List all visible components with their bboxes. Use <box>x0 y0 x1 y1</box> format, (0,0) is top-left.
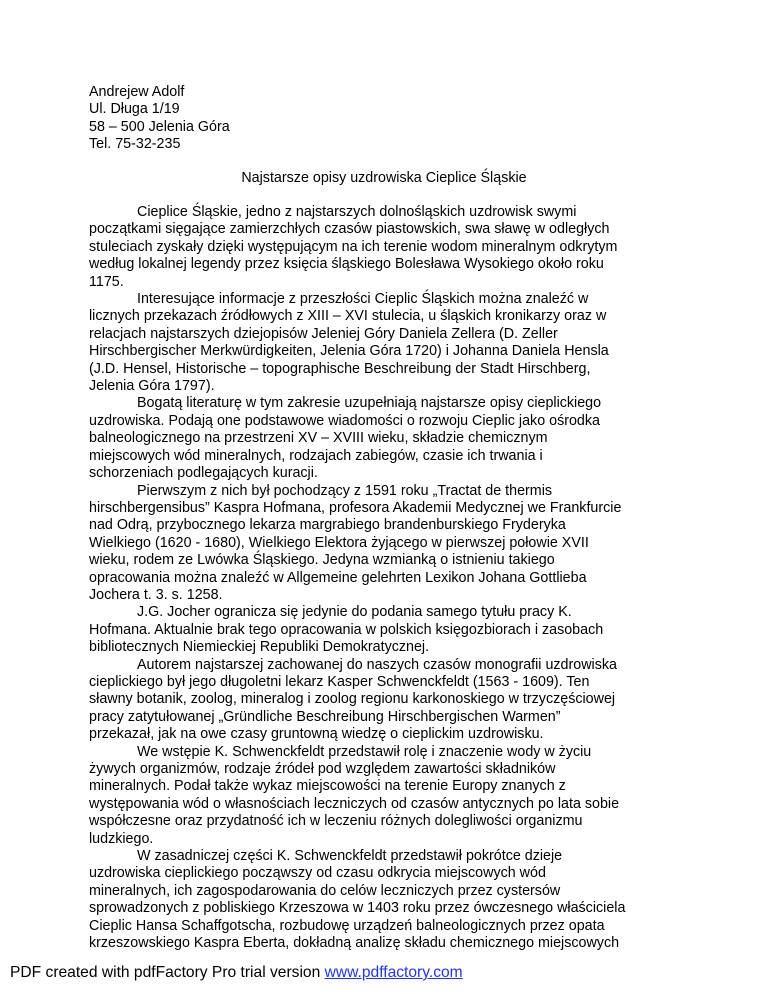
text-line: mineralnych, ich zagospodarowania do celów leczniczych przez cystersów <box>89 882 561 899</box>
paragraph <box>89 395 689 482</box>
paragraph <box>89 744 689 848</box>
text-line: Cieplic Hansa Schaffgotscha, rozbudowę urządzeń balneologicznych przez opata <box>89 917 605 934</box>
text-line: krzeszowskiego Kaspra Eberta, dokładną analizę składu chemicznego miejscowych <box>89 935 620 952</box>
text-line: współczesne oraz przydatność ich w leczeniu różnych dolegliwości organizmu <box>89 813 583 830</box>
text-line: Wielkiego (1620 - 1680), Wielkiego Elektora żyjącego w pierwszej połowie XVII <box>89 534 589 551</box>
text-line: żywych organizmów, rodzaje źródeł pod względem zawartości składników <box>89 761 556 777</box>
text-line: uzdrowiska. Podają one podstawowe wiadomości o rozwoju Cieplic jako ośrodka <box>89 412 600 429</box>
text-line: We wstępie K. Schwenckfeldt przedstawił rolę i znaczenie wody w życiu <box>137 743 592 760</box>
text-line: Cieplice Śląskie, jedno z najstarszych dolnośląskich uzdrowisk swymi <box>137 204 577 220</box>
text-line: W zasadniczej części K. Schwenckfeldt przedstawił pokrótce dzieje <box>137 848 563 865</box>
pdf-footer <box>10 964 463 982</box>
text-line: ludzkiego. <box>89 830 154 847</box>
street-address: Ul. Długa 1/19 <box>89 101 180 118</box>
text-line: Pierwszym z nich był pochodzący z 1591 roku „Tractat de thermis <box>137 482 553 499</box>
text-line: Autorem najstarszej zachowanej do naszych czasów monografii uzdrowiska <box>137 656 617 673</box>
text-line: początkami sięgające zamierzchłych czasów piastowskich, swa sławę w odległych <box>89 221 610 238</box>
text-line: przekazał, jak na owe czasy gruntowną wiedzę o cieplickim uzdrowisku. <box>89 726 544 743</box>
text-line: 1175. <box>89 273 124 290</box>
footer-link[interactable]: www.pdffactory.com <box>324 964 463 981</box>
author-address-block <box>89 84 230 154</box>
paragraph <box>89 657 689 744</box>
text-line: Jelenia Góra 1797). <box>89 378 215 395</box>
paragraph <box>89 291 689 395</box>
text-line: wieku, rodem ze Lwówka Śląskiego. Jedyna wzmianką o istnieniu takiego <box>89 552 555 569</box>
text-line: Bogatą literaturę w tym zakresie uzupełniają najstarsze opisy cieplickiego <box>137 395 602 412</box>
text-line: uzdrowiska cieplickiego począwszy od czasu odkrycia miejscowych wód <box>89 865 546 882</box>
text-line: mineralnych. Podał także wykaz miejscowości na terenie Europy znanych z <box>89 778 566 795</box>
text-line: (J.D. Hensel, Historische – topographische Beschreibung der Stadt Hirschberg, <box>89 360 591 377</box>
paragraph <box>89 604 689 656</box>
text-line: Interesujące informacje z przeszłości Cieplic Śląskich można znaleźć w <box>137 291 589 308</box>
text-line: pracy zatytułowanej „Gründliche Beschreibung Hirschbergischen Warmen” <box>89 708 561 725</box>
text-line: hirschbergensibus” Kaspra Hofmana, profesora Akademii Medycznej we Frankfurcie <box>89 499 622 516</box>
text-line: nad Odrą, przybocznego lekarza margrabiego brandenburskiego Fryderyka <box>89 517 566 534</box>
text-line: licznych przekazach źródłowych z XIII – XVI stulecia, u śląskich kronikarzy oraz w <box>89 308 607 325</box>
text-line: cieplickiego był jego długoletni lekarz Kasper Schwenckfeldt (1563 - 1609). Ten <box>89 673 590 690</box>
phone-number: Tel. 75-32-235 <box>89 136 181 153</box>
text-line: bibliotecznych Niemieckiej Republiki Demokratycznej. <box>89 639 430 656</box>
text-line: stuleciach zyskały dzięki występującym na ich terenie wodom mineralnym odkrytym <box>89 238 618 255</box>
paragraph <box>89 483 689 605</box>
text-line: schorzeniach podlegających kuracji. <box>89 465 318 482</box>
text-line: relacjach najstarszych dziejopisów Jeleniej Góry Daniela Zellera (D. Zeller <box>89 325 558 342</box>
text-line: sprowadzonych z pobliskiego Krzeszowa w 1403 roku przez ówczesnego właściciela <box>89 900 626 917</box>
text-line: opracowania można znaleźć w Allgemeine gelehrten Lexikon Johana Gottlieba <box>89 569 587 586</box>
text-line: J.G. Jocher ogranicza się jedynie do podania samego tytułu pracy K. <box>137 604 572 621</box>
text-line: występowania wód o własnościach leczniczych od czasów antycznych po lata sobie <box>89 795 620 812</box>
text-line: Jochera t. 3. s. 1258. <box>89 586 223 603</box>
footer-text: PDF created with pdfFactory Pro trial version <box>10 964 325 981</box>
text-line: miejscowych wód mineralnych, rodzajach zabiegów, czasie ich trwania i <box>89 447 543 464</box>
text-line: Hofmana. Aktualnie brak tego opracowania w polskich księgozbiorach i zasobach <box>89 621 604 638</box>
document-title: Najstarsze opisy uzdrowiska Cieplice Śląskie <box>241 170 527 186</box>
paragraph <box>89 204 689 291</box>
paragraph <box>89 848 689 952</box>
postal-city: 58 – 500 Jelenia Góra <box>89 118 230 135</box>
text-line: według lokalnej legendy przez księcia śląskiego Bolesława Wysokiego około roku <box>89 256 604 273</box>
text-line: balneologicznego na przestrzeni XV – XVIII wieku, składzie chemicznym <box>89 430 548 447</box>
text-line: sławny botanik, zoolog, mineralog i zoolog regionu karkonoskiego w trzyczęściowej <box>89 691 616 708</box>
text-line: Hirschbergischer Merkwürdigkeiten, Jelenia Góra 1720) i Johanna Daniela Hensla <box>89 343 609 360</box>
document-body <box>89 204 689 952</box>
author-name: Andrejew Adolf <box>89 84 185 100</box>
